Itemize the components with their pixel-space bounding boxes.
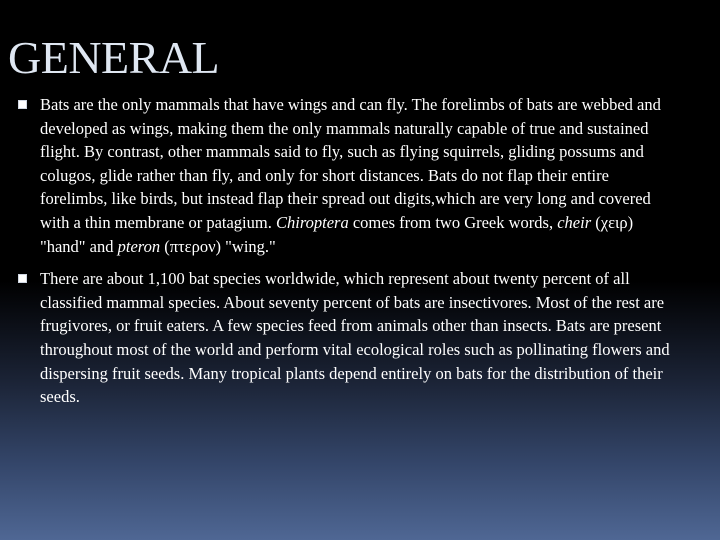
square-bullet-icon bbox=[18, 100, 27, 109]
bullet-text: There are about 1,100 bat species worldwide, which represent about twenty percent of all classified mammal species. About seventy percent of bats are insectivores. Most of the rest are frugivores, or fruit eaters. A few species feed from animals other than insects. Bats are present throughout most of the world and perform vital ecological roles such as pollinating flowers and dispersing fruit seeds. Many tropical plants depend entirely on bats for the distribution of their seeds. bbox=[40, 269, 670, 407]
bullet-item-bat-species bbox=[16, 267, 680, 409]
bullet-text bbox=[40, 95, 661, 256]
slide-title: GENERAL bbox=[8, 32, 220, 83]
italic-term-pteron: pteron bbox=[117, 236, 161, 256]
bullet-text-segment: comes from two Greek words, bbox=[348, 212, 558, 232]
italic-term-cheir: cheir bbox=[557, 212, 592, 232]
bullet-item-bats-wings bbox=[16, 93, 680, 258]
italic-term-chiroptera: Chiroptera bbox=[275, 212, 349, 232]
slide-content bbox=[16, 93, 680, 418]
bullet-text-segment: (χειρ) "hand" and bbox=[40, 212, 634, 256]
bullet-text-segment: Bats are the only mammals that have wings and can fly. The forelimbs of bats are webbed and developed as wings, making them the only mammals naturally capable of true and sustained flight. By contrast, other mammals said to fly, such as flying squirrels, gliding possums and colugos, glide rather than fly, and only for short distances. Bats do not flap their entire forelimbs, like birds, but instead flap their spread out digits,which are very long and covered with a thin membrane or patagium. bbox=[40, 95, 661, 232]
square-bullet-icon bbox=[18, 274, 27, 283]
bullet-text-segment: (πτερον) "wing." bbox=[160, 236, 276, 256]
